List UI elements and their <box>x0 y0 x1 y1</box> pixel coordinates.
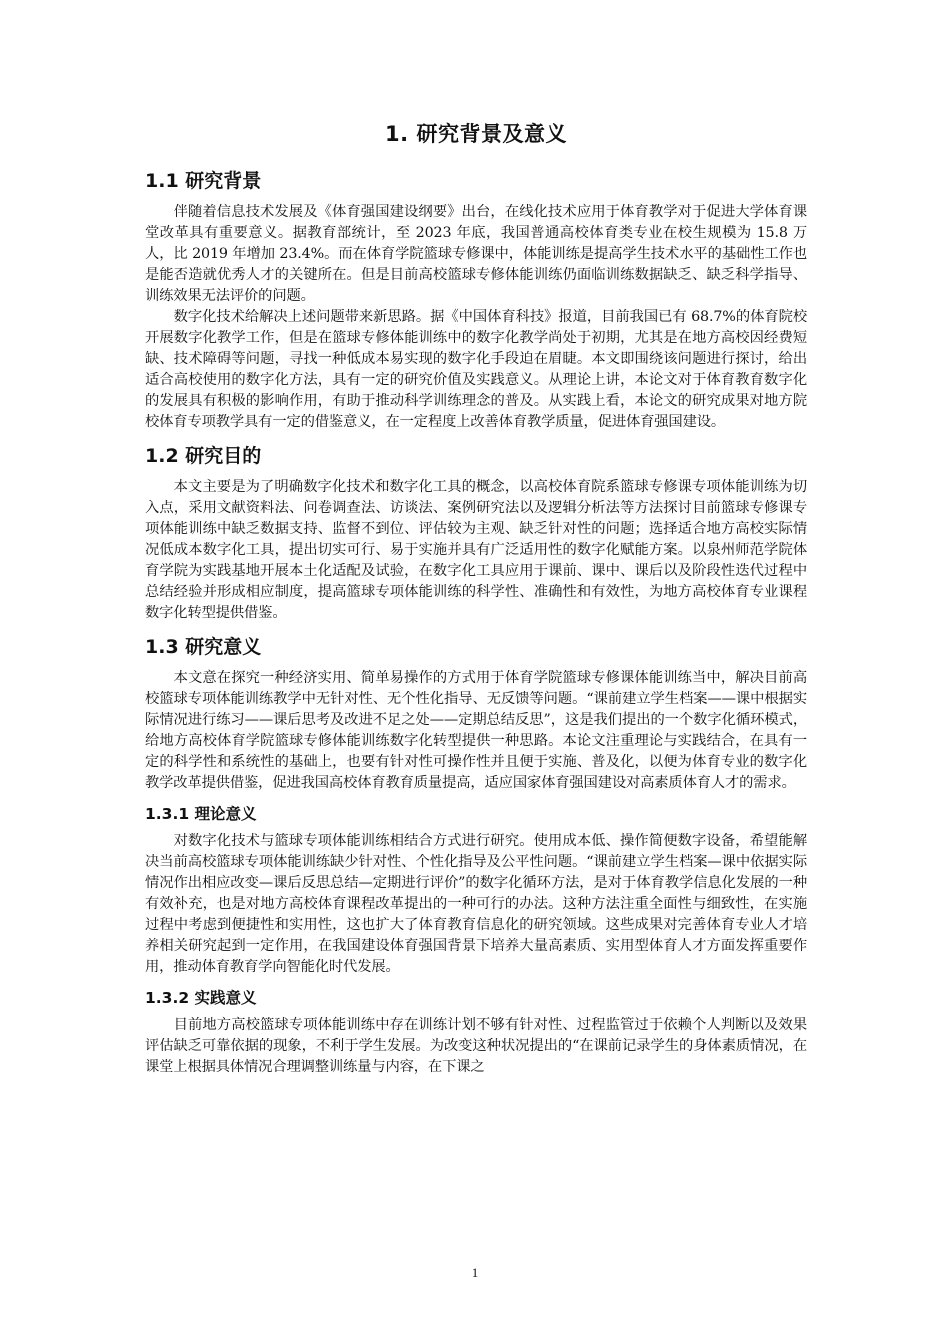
subsection-heading: 1.3.1 理论意义 <box>145 805 257 823</box>
subsection-heading: 1.3.2 实践意义 <box>145 989 257 1007</box>
section-background <box>145 166 807 433</box>
subsection-theoretical <box>145 802 807 978</box>
section-heading: 1.1 研究背景 <box>145 170 262 192</box>
paragraph: 本文主要是为了明确数字化技术和数字化工具的概念，以高校体育院系篮球专修课专项体能训练为切入点，采用文献资料法、问卷调查法、访谈法、案例研究法以及逻辑分析法等方法探讨目前篮球专修课专项体能训练中缺乏数据支持、监督不到位、评估较为主观、缺乏针对性的问题；选择适合地方高校实际情况低成本数字化工具，提出切实可行、易于实施并具有广泛适用性的数字化赋能方案。以泉州师范学院体育学院为实践基地开展本土化适配及试验，在数字化工具应用于课前、课中、课后以及阶段性迭代过程中总结经验并形成相应制度，提高篮球专项体能训练的科学性、准确性和有效性，为地方高校体育专业课程数字化转型提供借鉴。 <box>145 479 807 621</box>
paragraph: 目前地方高校篮球专项体能训练中存在训练计划不够有针对性、过程监管过于依赖个人判断以及效果评估缺乏可靠依据的现象，不利于学生发展。为改变这种状况提出的“在课前记录学生的身体素质情况，在课堂上根据具体情况合理调整训练量与内容，在下课之 <box>145 1017 807 1075</box>
page-number: 1 <box>471 1265 479 1280</box>
subsection-practical <box>145 986 807 1078</box>
chapter-title: 1. 研究背景及意义 <box>385 122 567 146</box>
section-significance <box>145 632 807 794</box>
section-purpose <box>145 441 807 624</box>
section-heading: 1.2 研究目的 <box>145 445 262 467</box>
paragraph: 本文意在探究一种经济实用、简单易操作的方式用于体育学院篮球专修课体能训练当中，解决目前高校篮球专项体能训练教学中无针对性、无个性化指导、无反馈等问题。“课前建立学生档案——课中根据实际情况进行练习——课后思考及改进不足之处——定期总结反思”，这是我们提出的一个数字化循环模式，给地方高校体育学院篮球专修体能训练数字化转型提供一种思路。本论文注重理论与实践结合，在具有一定的科学性和系统性的基础上，也要有针对性可操作性并且便于实施、普及化，以便为体育专业的数字化教学改革提供借鉴，促进我国高校体育教育质量提高，适应国家体育强国建设对高素质体育人才的需求。 <box>145 670 807 791</box>
document-page <box>145 118 807 1078</box>
paragraph: 数字化技术给解决上述问题带来新思路。据《中国体育科技》报道，目前我国已有 68.7%的体育院校开展数字化教学工作，但是在篮球专修体能训练中的数字化教学尚处于初期，尤其是在地方高校因经费短缺、技术障碍等问题，寻找一种低成本易实现的数字化手段迫在眉睫。本文即围绕该问题进行探讨，给出适合高校使用的数字化方法，具有一定的研究价值及实践意义。从理论上讲，本论文对于体育教育数字化的发展具有积极的影响作用，有助于推动科学训练理念的普及。从实践上看，本论文的研究成果对地方院校体育专项教学具有一定的借鉴意义，在一定程度上改善体育教学质量，促进体育强国建设。 <box>145 309 807 430</box>
paragraph: 伴随着信息技术发展及《体育强国建设纲要》出台，在线化技术应用于体育教学对于促进大学体育课堂改革具有重要意义。据教育部统计，至 2023 年底，我国普通高校体育类专业在校生规模为 15.8 万人，比 2019 年增加 23.4%。而在体育学院篮球专修课中，体能训练是提高学生技术水平的基础性工作也是能否造就优秀人才的关键所在。但是目前高校篮球专修体能训练仍面临训练数据缺乏、缺乏科学指导、训练效果无法评价的问题。 <box>145 204 807 304</box>
paragraph: 对数字化技术与篮球专项体能训练相结合方式进行研究。使用成本低、操作简便数字设备，希望能解决当前高校篮球专项体能训练缺少针对性、个性化指导及公平性问题。“课前建立学生档案—课中依据实际情况作出相应改变—课后反思总结—定期进行评价”的数字化循环方法，是对于体育教学信息化发展的一种有效补充，也是对地方高校体育课程改革提出的一种可行的办法。这种方法注重全面性与细致性，在实施过程中考虑到便捷性和实用性，这也扩大了体育教育信息化的研究领域。这些成果对完善体育专业人才培养相关研究起到一定作用，在我国建设体育强国背景下培养大量高素质、实用型体育人才方面发挥重要作用，推动体育教育学向智能化时代发展。 <box>145 833 807 975</box>
section-heading: 1.3 研究意义 <box>145 636 262 658</box>
